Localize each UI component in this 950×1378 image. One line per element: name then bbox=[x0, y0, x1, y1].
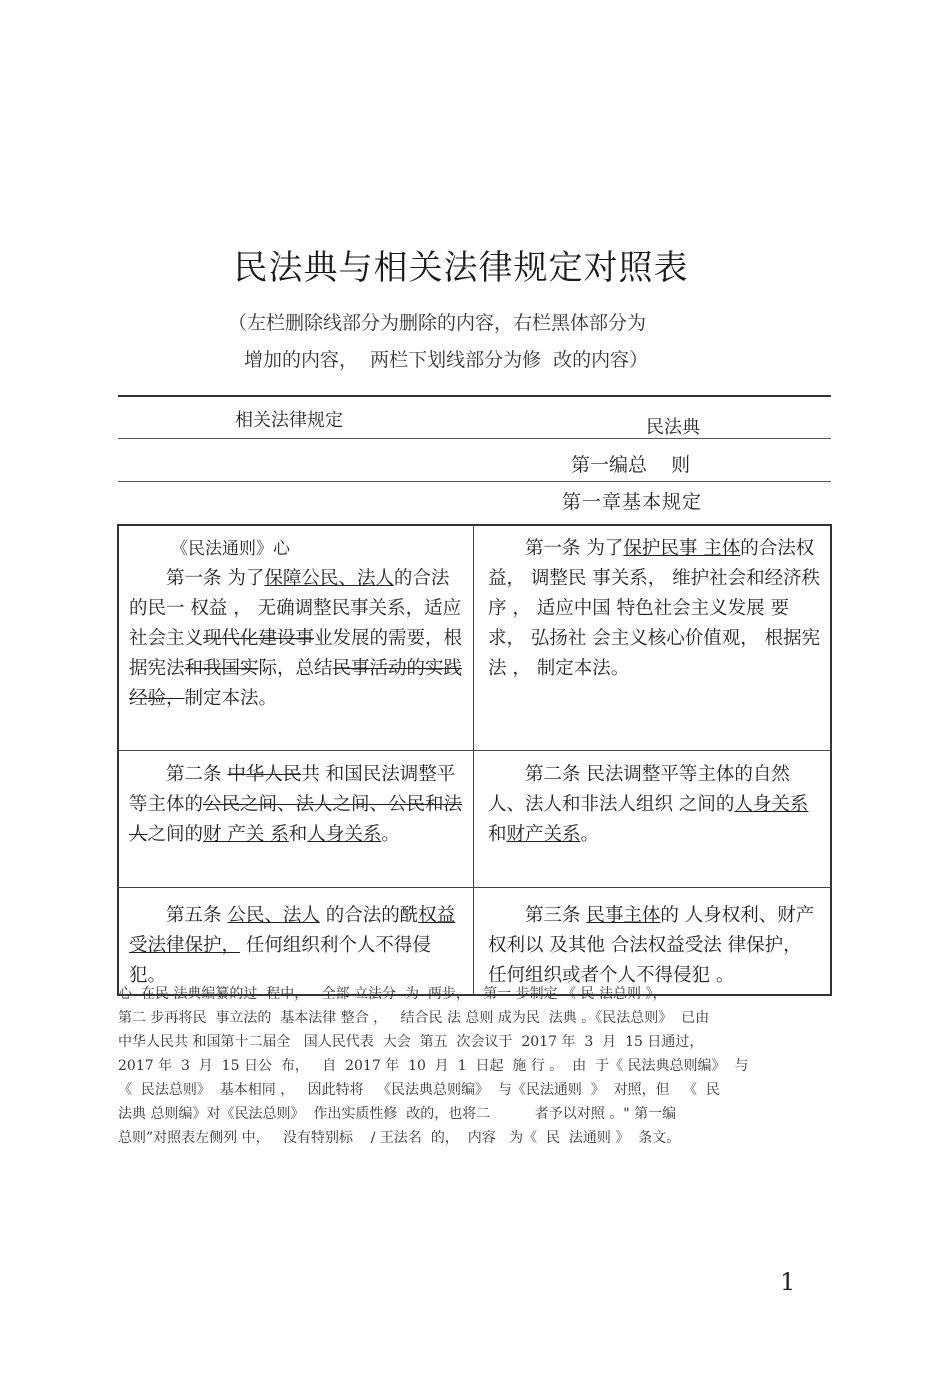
article-text: 第二条 民法调整平等主体的自然人、法人和非法人组织 之间的 bbox=[488, 764, 790, 815]
header-divider bbox=[118, 438, 831, 439]
row-1-left-cell bbox=[129, 534, 467, 714]
row-3-right-cell bbox=[488, 901, 824, 991]
table-top-rule bbox=[118, 395, 831, 397]
modified-text: 人身关系 bbox=[734, 794, 809, 815]
deleted-text: 中华人民 bbox=[227, 764, 302, 785]
article-text: 第三条 bbox=[525, 905, 587, 926]
subtitle-line-2: 增加的内容， 两栏下划线部分为修 改的内容） bbox=[244, 349, 649, 371]
modified-text: 人身关系 bbox=[307, 824, 382, 845]
article-text: 和 bbox=[488, 824, 507, 845]
article-text: 的 人身权利、财产权利以 及其他 合法权益受法 律保护， 任何组织或者个人不得侵犯 。 bbox=[488, 905, 815, 986]
part-divider bbox=[118, 481, 831, 482]
article-text: 第五条 bbox=[166, 905, 228, 926]
article-text: 制定本法。 bbox=[184, 688, 278, 709]
subtitle-line-1: （左栏删除线部分为删除的内容，右栏黑体部分为 bbox=[228, 312, 647, 334]
page-number: 1 bbox=[780, 1268, 796, 1296]
row-divider-2 bbox=[117, 887, 832, 888]
column-divider bbox=[473, 524, 474, 994]
article-text: 第一条 为了 bbox=[166, 568, 265, 589]
article-text: 任何组织利个人不得侵犯。 bbox=[129, 935, 431, 986]
modified-text: 权益受法律保护， bbox=[129, 905, 456, 956]
article-text: 第二条 bbox=[166, 764, 228, 785]
article-text: 第一条 为了 bbox=[525, 538, 624, 559]
chapter-heading: 第一章基本规定 bbox=[562, 491, 703, 513]
modified-text: 公民、法人 bbox=[227, 905, 320, 926]
footnote-line: 总则”对照表左侧列 中， 没有特别标 / 王法名 的， 内容 为《 民 法通则 》 条文。 bbox=[118, 1130, 681, 1146]
article-text: 业发展的需要，根据宪法 bbox=[129, 628, 463, 679]
article-text: 的合法的酰 bbox=[319, 905, 419, 926]
modified-text: 财产关系 bbox=[506, 824, 581, 845]
article-text: 的合法的民一 权益 ， 无确调整民事关系，适应社会主义 bbox=[129, 568, 462, 649]
row-1-right-cell bbox=[488, 534, 824, 684]
footnote-line: 中华人民共 和国第十二届全 国人民代表 大会 第五 次会议于 2017 年 3 月 15 日通过， bbox=[118, 1034, 704, 1050]
modified-text: 民事主体 bbox=[586, 905, 661, 926]
article-text: 的合法权益， 调整民 事关系， 维护社会和经济秩序 ， 适应中国 特色社会主义发展 要求， 弘扬社 会主义核心价值观， 根据宪法 ， 制定本法。 bbox=[488, 538, 821, 679]
column-header-right: 民法典 bbox=[646, 417, 700, 438]
footnote-line: 《 民法总则》 基本相同 ， 因此特将 《民法典总则编》 与《民法通则 》 对照，但 《 民 bbox=[118, 1082, 720, 1098]
modified-text: 保障公民、法人 bbox=[264, 568, 394, 589]
row-2-left-cell bbox=[129, 760, 467, 850]
footnote-line: 第二 步再将民 事立法的 基本法律 整合 ， 结合民 法 总则 成为民 法典 。《民法总则》 已由 bbox=[118, 1010, 710, 1026]
footnote-line: 法典 总则编》对《民法总则》 作出实质性修 改的，也将二 者予以对照 。" 第一编 bbox=[118, 1106, 677, 1122]
footnote bbox=[118, 982, 830, 1150]
article-text: 之间的 bbox=[147, 824, 204, 845]
article-text: 和 bbox=[288, 824, 308, 845]
row-2-right-cell bbox=[488, 760, 824, 850]
source-label: 《民法通则》心 bbox=[171, 539, 290, 559]
row-divider-1 bbox=[117, 750, 832, 751]
deleted-text: 现代化建设事 bbox=[203, 628, 315, 649]
article-text: 共 和国民法调整平等主体的 bbox=[129, 764, 456, 815]
footnote-line: 心 在民 法典编纂的过 程中， 全部 立法分 为 两步， 第一 步制定 《 民 法总则 》， bbox=[118, 986, 667, 1002]
column-header-left: 相关法律规定 bbox=[235, 410, 343, 431]
page-title: 民法典与相关法律规定对照表 bbox=[233, 248, 689, 288]
deleted-text: 公民之间、法人之间、公民和法人 bbox=[129, 794, 463, 845]
modified-text: 财 产关 系 bbox=[203, 824, 289, 845]
article-text: 。 bbox=[580, 824, 600, 845]
article-text: 。 bbox=[381, 824, 400, 845]
row-3-left-cell bbox=[129, 901, 467, 991]
modified-text: 保护民事 主体 bbox=[623, 538, 741, 559]
deleted-text: 和我国实 bbox=[184, 658, 259, 679]
deleted-text: 民事活动的实践经验， bbox=[129, 658, 463, 709]
article-text: 际，总结 bbox=[258, 658, 333, 679]
part-heading: 第一编总 则 bbox=[571, 454, 691, 476]
footnote-line: 2017 年 3 月 15 日公 布， 自 2017 年 10 月 1 日起 施 行 。 由 于《 民法典总则编》 与 bbox=[118, 1058, 749, 1074]
